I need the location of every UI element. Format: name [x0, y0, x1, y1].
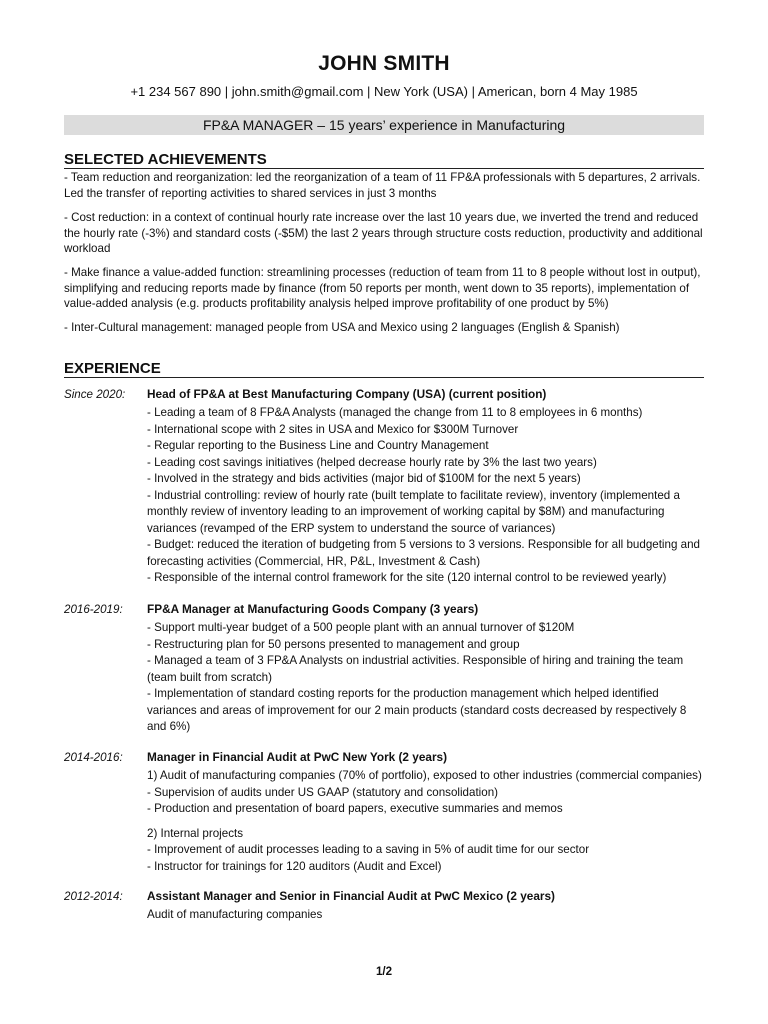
job-line: - Leading a team of 8 FP&A Analysts (managed the change from 11 to 8 employees in 6 months) — [147, 406, 643, 419]
headline-banner: FP&A MANAGER – 15 years’ experience in Manufacturing — [64, 115, 704, 135]
candidate-name: JOHN SMITH — [318, 52, 450, 75]
achievement-item: - Team reduction and reorganization: led the reorganization of a team of 11 FP&A professionals with 5 departures, 2 arrivals. Led the transfer of reporting activities to shared services in just 3 months — [64, 171, 701, 200]
experience-heading: EXPERIENCE — [64, 360, 704, 378]
job-line: 1) Audit of manufacturing companies (70% of portfolio), exposed to other industries (commercial companies) — [147, 769, 702, 782]
job-line: - Improvement of audit processes leading to a saving in 5% of audit time for our sector — [147, 843, 590, 856]
achievement-item: - Cost reduction: in a context of continual hourly rate increase over the last 10 years due, we inverted the trend and reduced the hourly rate (-3%) and standard costs (-$5M) the last 2 years through structure costs reduction, productivity and additional workload — [64, 211, 703, 255]
job-line: - Budget: reduced the iteration of budgeting from 5 versions to 3 versions. Responsible for all budgeting and forecasting activities (Commercial, HR, P&L, Investment & Cash) — [147, 538, 700, 568]
job-line: - Managed a team of 3 FP&A Analysts on industrial activities. Responsible of hiring and training the team (team built from scratch) — [147, 654, 684, 684]
job-details — [147, 768, 707, 875]
page-number: 1/2 — [375, 965, 393, 978]
job-title: FP&A Manager at Manufacturing Goods Company (3 years) — [147, 602, 479, 616]
job-line: - Implementation of standard costing reports for the production management which helped identified variances and areas of improvement for our 2 main products (standard costs decreased by respectively 8 and 6%) — [147, 687, 687, 733]
job-date: 2012-2014: — [64, 890, 123, 903]
achievement-item: - Inter-Cultural management: managed people from USA and Mexico using 2 languages (English & Spanish) — [64, 321, 620, 334]
job-title: Assistant Manager and Senior in Financial Audit at PwC Mexico (2 years) — [147, 889, 555, 903]
job-line: - Industrial controlling: review of hourly rate (built template to facilitate review), inventory (implemented a monthly review of inventory leading to an improvement of working capital by $8M) and manufacturing variances (revamped of the ERP system to understand the source of variances) — [147, 488, 680, 535]
job-line: - Supervision of audits under US GAAP (statutory and consolidation) — [147, 785, 499, 799]
job-date: Since 2020: — [64, 388, 126, 401]
achievements-heading: SELECTED ACHIEVEMENTS — [64, 151, 704, 169]
job-title: Head of FP&A at Best Manufacturing Company (USA) (current position) — [147, 387, 547, 401]
job-line: - Responsible of the internal control framework for the site (120 internal control to be reviewed yearly) — [147, 571, 667, 584]
job-line: - Production and presentation of board papers, executive summaries and memos — [147, 802, 563, 815]
job-details — [147, 620, 707, 736]
job-details — [147, 907, 707, 924]
job-line: - International scope with 2 sites in USA and Mexico for $300M Turnover — [147, 422, 519, 436]
job-details — [147, 405, 707, 587]
job-title: Manager in Financial Audit at PwC New York (2 years) — [147, 750, 448, 764]
job-line: - Instructor for trainings for 120 auditors (Audit and Excel) — [147, 859, 442, 873]
job-date: 2014-2016: — [64, 751, 123, 764]
job-line: - Support multi-year budget of a 500 people plant with an annual turnover of $120M — [147, 621, 575, 634]
job-date: 2016-2019: — [64, 603, 123, 616]
contact-line: +1 234 567 890 | john.smith@gmail.com | New York (USA) | American, born 4 May 1985 — [130, 84, 638, 99]
achievement-item: - Make finance a value-added function: streamlining processes (reduction of team from 11 to 8 people without lost in output), simplifying and reducing reports made by finance (from 50 reports per month, went down to 35 reports), implementation of value-added analysis (e.g. products profitability analysis helped improve profitability of one product by 5%) — [64, 266, 701, 310]
job-line: - Restructuring plan for 50 persons presented to management and group — [147, 637, 520, 651]
job-line: Audit of manufacturing companies — [147, 908, 323, 921]
spacer — [147, 818, 707, 826]
job-line: 2) Internal projects — [147, 826, 244, 840]
job-line: - Involved in the strategy and bids activities (major bid of $100M for the next 5 years) — [147, 472, 581, 485]
job-line: - Leading cost savings initiatives (helped decrease hourly rate by 3% the last two years) — [147, 455, 597, 469]
job-line: - Regular reporting to the Business Line and Country Management — [147, 439, 489, 452]
